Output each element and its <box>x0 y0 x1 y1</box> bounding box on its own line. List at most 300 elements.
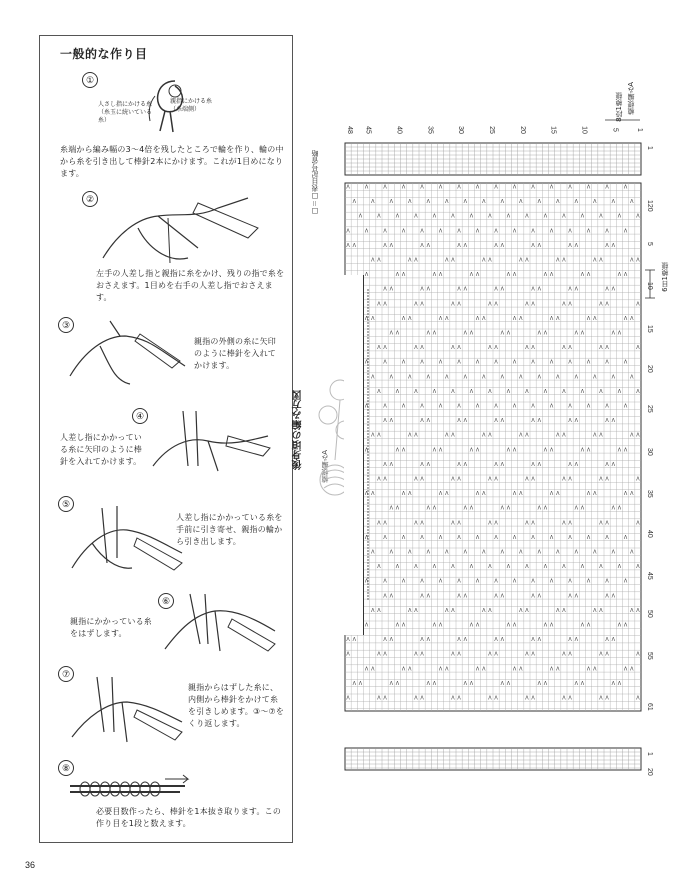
svg-text:Λ: Λ <box>377 345 381 352</box>
svg-text:Λ: Λ <box>457 593 461 600</box>
svg-text:Λ: Λ <box>574 461 578 468</box>
svg-text:Λ: Λ <box>494 593 498 600</box>
svg-text:Λ: Λ <box>506 447 511 454</box>
svg-text:Λ: Λ <box>438 447 443 454</box>
svg-text:Λ: Λ <box>445 315 449 322</box>
svg-text:Λ: Λ <box>549 272 554 279</box>
svg-text:Λ: Λ <box>438 228 443 235</box>
svg-text:Λ: Λ <box>506 272 511 279</box>
svg-text:Λ: Λ <box>371 315 375 322</box>
svg-text:Λ: Λ <box>383 286 387 293</box>
svg-text:Λ: Λ <box>556 199 560 206</box>
svg-text:Λ: Λ <box>377 476 381 483</box>
svg-text:Λ: Λ <box>420 637 424 644</box>
svg-text:Λ: Λ <box>519 315 523 322</box>
svg-text:Λ: Λ <box>401 666 406 673</box>
svg-text:Λ: Λ <box>414 432 418 439</box>
svg-text:Λ: Λ <box>414 651 418 658</box>
svg-text:Λ: Λ <box>420 534 424 541</box>
svg-text:Λ: Λ <box>494 242 498 249</box>
svg-text:Λ: Λ <box>537 461 541 468</box>
svg-text:Λ: Λ <box>512 447 517 454</box>
svg-text:Λ: Λ <box>488 564 492 571</box>
svg-text:Λ: Λ <box>420 345 424 352</box>
svg-text:Λ: Λ <box>562 520 566 527</box>
svg-text:Λ: Λ <box>377 257 381 264</box>
svg-text:Λ: Λ <box>408 666 412 673</box>
svg-text:Λ: Λ <box>636 345 640 352</box>
svg-text:Λ: Λ <box>556 491 560 498</box>
svg-text:Λ: Λ <box>494 359 498 366</box>
svg-text:Λ: Λ <box>408 374 412 381</box>
column-number: 15 <box>549 126 557 134</box>
svg-text:Λ: Λ <box>420 695 424 702</box>
svg-text:Λ: Λ <box>494 520 498 527</box>
svg-text:Λ: Λ <box>574 549 578 556</box>
column-number: 40 <box>395 126 403 134</box>
svg-text:Λ: Λ <box>401 359 406 366</box>
svg-text:Λ: Λ <box>457 242 461 249</box>
svg-text:Λ: Λ <box>531 228 535 235</box>
svg-text:Λ: Λ <box>605 578 609 585</box>
svg-text:Λ: Λ <box>475 578 480 585</box>
svg-text:Λ: Λ <box>574 199 578 206</box>
column-number: 5 <box>611 128 619 132</box>
svg-text:Λ: Λ <box>531 461 535 468</box>
svg-text:Λ: Λ <box>525 432 529 439</box>
svg-text:Λ: Λ <box>562 432 566 439</box>
svg-text:Λ: Λ <box>580 505 585 512</box>
svg-text:Λ: Λ <box>426 374 430 381</box>
row-number: 1 <box>646 146 653 150</box>
svg-text:Λ: Λ <box>469 505 474 512</box>
svg-text:Λ: Λ <box>580 388 585 395</box>
step-number-5: ⑤ <box>58 496 74 512</box>
svg-text:Λ: Λ <box>531 578 535 585</box>
svg-text:Λ: Λ <box>549 315 554 322</box>
svg-text:Λ: Λ <box>389 461 393 468</box>
svg-text:Λ: Λ <box>531 301 535 308</box>
svg-text:Λ: Λ <box>457 418 461 425</box>
svg-text:Λ: Λ <box>562 301 566 308</box>
svg-text:Λ: Λ <box>574 286 578 293</box>
svg-text:Λ: Λ <box>611 461 615 468</box>
repeat-rows-label: 8段1模様 <box>615 92 623 122</box>
svg-text:Λ: Λ <box>586 359 591 366</box>
svg-text:Λ: Λ <box>580 213 585 220</box>
svg-text:Λ: Λ <box>457 520 461 527</box>
svg-text:Λ: Λ <box>494 286 498 293</box>
svg-text:Λ: Λ <box>457 359 461 366</box>
svg-text:Λ: Λ <box>562 651 566 658</box>
svg-text:Λ: Λ <box>636 213 640 220</box>
row-number: 50 <box>646 610 653 618</box>
svg-text:Λ: Λ <box>568 286 572 293</box>
svg-text:Λ: Λ <box>556 374 560 381</box>
svg-text:Λ: Λ <box>475 403 480 410</box>
svg-text:Λ: Λ <box>537 505 541 512</box>
column-number: 20 <box>518 126 526 134</box>
svg-text:Λ: Λ <box>519 432 523 439</box>
svg-text:Λ: Λ <box>401 491 406 498</box>
svg-text:Λ: Λ <box>383 418 387 425</box>
svg-text:Λ: Λ <box>371 607 375 614</box>
svg-text:Λ: Λ <box>531 520 535 527</box>
svg-text:Λ: Λ <box>605 345 609 352</box>
svg-text:Λ: Λ <box>580 447 585 454</box>
svg-text:Λ: Λ <box>568 534 572 541</box>
svg-text:Λ: Λ <box>593 315 597 322</box>
svg-text:Λ: Λ <box>432 213 437 220</box>
svg-text:Λ: Λ <box>463 286 467 293</box>
svg-text:Λ: Λ <box>623 534 628 541</box>
svg-text:Λ: Λ <box>475 184 480 191</box>
svg-text:Λ: Λ <box>445 432 449 439</box>
svg-text:Λ: Λ <box>377 607 381 614</box>
svg-text:Λ: Λ <box>586 534 591 541</box>
svg-text:Λ: Λ <box>438 315 443 322</box>
svg-text:Λ: Λ <box>469 564 474 571</box>
svg-text:Λ: Λ <box>482 432 486 439</box>
svg-text:Λ: Λ <box>457 403 461 410</box>
svg-text:Λ: Λ <box>488 213 492 220</box>
svg-text:Λ: Λ <box>475 359 480 366</box>
svg-text:Λ: Λ <box>364 228 369 235</box>
svg-text:Λ: Λ <box>599 520 603 527</box>
svg-text:Λ: Λ <box>630 199 634 206</box>
svg-text:Λ: Λ <box>383 345 387 352</box>
svg-text:Λ: Λ <box>432 622 437 629</box>
step-2-text: 左手の人差し指と親指に糸をかけ、残りの指で糸をおさえます。1目めを右手の人差し指でおさえます。 <box>96 269 285 302</box>
svg-text:Λ: Λ <box>500 286 504 293</box>
row-number: 40 <box>646 530 653 538</box>
svg-text:Λ: Λ <box>500 461 504 468</box>
svg-text:Λ: Λ <box>574 418 578 425</box>
svg-text:Λ: Λ <box>389 199 393 206</box>
svg-text:Λ: Λ <box>451 388 455 395</box>
svg-text:Λ: Λ <box>531 286 535 293</box>
svg-text:Λ: Λ <box>556 257 560 264</box>
svg-text:Λ: Λ <box>636 520 640 527</box>
svg-text:Λ: Λ <box>408 549 412 556</box>
svg-text:Λ: Λ <box>568 695 572 702</box>
svg-text:Λ: Λ <box>414 345 418 352</box>
svg-text:Λ: Λ <box>494 184 498 191</box>
svg-text:Λ: Λ <box>414 607 418 614</box>
svg-text:Λ: Λ <box>543 564 548 571</box>
svg-text:Λ: Λ <box>475 272 480 279</box>
svg-text:Λ: Λ <box>531 695 535 702</box>
svg-text:Λ: Λ <box>383 637 387 644</box>
svg-text:Λ: Λ <box>556 432 560 439</box>
svg-text:Λ: Λ <box>580 272 585 279</box>
svg-text:Λ: Λ <box>531 359 535 366</box>
svg-text:Λ: Λ <box>531 476 535 483</box>
svg-text:Λ: Λ <box>463 637 467 644</box>
svg-text:Λ: Λ <box>593 199 597 206</box>
svg-text:Λ: Λ <box>438 403 443 410</box>
svg-text:Λ: Λ <box>617 388 622 395</box>
row-number: 25 <box>646 405 653 413</box>
svg-text:Λ: Λ <box>364 578 369 585</box>
svg-text:Λ: Λ <box>537 637 541 644</box>
svg-text:Λ: Λ <box>512 359 517 366</box>
svg-text:Λ: Λ <box>562 607 566 614</box>
svg-text:Λ: Λ <box>426 680 430 687</box>
svg-text:Λ: Λ <box>574 242 578 249</box>
svg-text:Λ: Λ <box>636 432 640 439</box>
svg-text:Λ: Λ <box>420 520 424 527</box>
svg-text:Λ: Λ <box>512 272 517 279</box>
svg-text:Λ: Λ <box>469 330 474 337</box>
svg-text:Λ: Λ <box>389 374 393 381</box>
svg-text:Λ: Λ <box>543 505 548 512</box>
svg-text:Λ: Λ <box>623 622 628 629</box>
svg-text:Λ: Λ <box>586 403 591 410</box>
svg-text:Λ: Λ <box>537 549 541 556</box>
svg-text:Λ: Λ <box>580 564 585 571</box>
svg-text:Λ: Λ <box>636 476 640 483</box>
svg-text:Λ: Λ <box>389 242 393 249</box>
svg-text:Λ: Λ <box>623 228 628 235</box>
svg-text:Λ: Λ <box>475 534 480 541</box>
row-number: 30 <box>646 448 653 456</box>
svg-text:Λ: Λ <box>401 622 406 629</box>
svg-text:Λ: Λ <box>494 578 498 585</box>
svg-text:Λ: Λ <box>494 651 498 658</box>
svg-text:Λ: Λ <box>463 330 467 337</box>
svg-text:Λ: Λ <box>531 534 535 541</box>
svg-text:Λ: Λ <box>636 607 640 614</box>
svg-text:Λ: Λ <box>593 257 597 264</box>
svg-text:Λ: Λ <box>506 330 511 337</box>
svg-text:Λ: Λ <box>383 403 387 410</box>
svg-text:Λ: Λ <box>531 184 535 191</box>
svg-text:Λ: Λ <box>623 315 628 322</box>
svg-text:Λ: Λ <box>623 272 628 279</box>
svg-text:Λ: Λ <box>389 286 393 293</box>
svg-text:Λ: Λ <box>438 534 443 541</box>
svg-text:Λ: Λ <box>451 520 455 527</box>
svg-text:Λ: Λ <box>568 461 572 468</box>
row-number: 15 <box>646 325 653 333</box>
svg-text:Λ: Λ <box>525 345 529 352</box>
svg-text:Λ: Λ <box>395 447 400 454</box>
svg-text:Λ: Λ <box>543 622 548 629</box>
svg-text:Λ: Λ <box>531 593 535 600</box>
svg-text:Λ: Λ <box>420 461 424 468</box>
svg-text:Λ: Λ <box>512 491 517 498</box>
svg-text:Λ: Λ <box>586 184 591 191</box>
svg-text:Λ: Λ <box>364 491 369 498</box>
svg-text:Λ: Λ <box>463 199 467 206</box>
svg-text:Λ: Λ <box>438 491 443 498</box>
svg-text:Λ: Λ <box>630 257 634 264</box>
svg-text:Λ: Λ <box>389 593 393 600</box>
svg-text:Λ: Λ <box>586 622 591 629</box>
svg-text:Λ: Λ <box>420 301 424 308</box>
svg-text:Λ: Λ <box>401 447 406 454</box>
svg-text:Λ: Λ <box>463 549 467 556</box>
svg-text:Λ: Λ <box>346 242 350 249</box>
svg-text:Λ: Λ <box>549 228 554 235</box>
svg-text:Λ: Λ <box>383 520 387 527</box>
svg-text:Λ: Λ <box>426 242 430 249</box>
svg-text:Λ: Λ <box>599 607 603 614</box>
svg-text:Λ: Λ <box>469 447 474 454</box>
svg-text:Λ: Λ <box>383 359 387 366</box>
row-number: 61 <box>646 703 653 711</box>
svg-text:Λ: Λ <box>494 461 498 468</box>
row-number: 35 <box>646 490 653 498</box>
svg-text:Λ: Λ <box>500 374 504 381</box>
svg-text:Λ: Λ <box>611 242 615 249</box>
svg-text:Λ: Λ <box>420 578 424 585</box>
svg-text:Λ: Λ <box>537 374 541 381</box>
svg-text:Λ: Λ <box>494 695 498 702</box>
svg-text:Λ: Λ <box>543 388 548 395</box>
panel-title: 一般的な作り目 <box>60 47 148 61</box>
step-8-text: 必要目数作ったら、棒針を1本抜き取ります。この作り目を1段と数えます。 <box>96 807 282 828</box>
svg-text:Λ: Λ <box>383 534 387 541</box>
svg-text:Λ: Λ <box>463 374 467 381</box>
svg-text:Λ: Λ <box>494 301 498 308</box>
svg-text:Λ: Λ <box>636 651 640 658</box>
svg-text:Λ: Λ <box>568 345 572 352</box>
svg-text:Λ: Λ <box>623 359 628 366</box>
svg-text:Λ: Λ <box>525 651 529 658</box>
svg-text:Λ: Λ <box>432 505 437 512</box>
svg-text:Λ: Λ <box>556 549 560 556</box>
svg-text:Λ: Λ <box>531 403 535 410</box>
svg-text:Λ: Λ <box>605 403 609 410</box>
svg-text:Λ: Λ <box>377 213 381 220</box>
svg-text:Λ: Λ <box>568 228 572 235</box>
svg-text:Λ: Λ <box>426 637 430 644</box>
svg-text:Λ: Λ <box>636 301 640 308</box>
svg-text:Λ: Λ <box>574 505 578 512</box>
svg-text:Λ: Λ <box>346 651 350 658</box>
svg-text:Λ: Λ <box>500 593 504 600</box>
svg-text:Λ: Λ <box>488 520 492 527</box>
svg-text:Λ: Λ <box>457 461 461 468</box>
svg-text:Λ: Λ <box>352 680 356 687</box>
svg-text:Λ: Λ <box>451 476 455 483</box>
svg-text:Λ: Λ <box>414 301 418 308</box>
svg-text:Λ: Λ <box>414 476 418 483</box>
svg-text:Λ: Λ <box>364 315 369 322</box>
pattern-label: 模様編みA <box>627 82 635 115</box>
svg-text:Λ: Λ <box>543 213 548 220</box>
svg-text:Λ: Λ <box>364 272 369 279</box>
page-number: 36 <box>25 860 36 870</box>
svg-text:Λ: Λ <box>414 564 418 571</box>
svg-text:Λ: Λ <box>420 184 424 191</box>
svg-text:Λ: Λ <box>562 388 566 395</box>
svg-text:Λ: Λ <box>383 184 387 191</box>
step-number-6: ⑥ <box>158 593 174 609</box>
svg-text:Λ: Λ <box>445 374 449 381</box>
svg-text:Λ: Λ <box>371 491 375 498</box>
svg-text:Λ: Λ <box>611 330 615 337</box>
svg-text:Λ: Λ <box>568 418 572 425</box>
svg-text:Λ: Λ <box>457 651 461 658</box>
svg-text:Λ: Λ <box>506 564 511 571</box>
svg-text:Λ: Λ <box>593 666 597 673</box>
svg-text:Λ: Λ <box>531 418 535 425</box>
svg-text:Λ: Λ <box>346 637 350 644</box>
svg-text:Λ: Λ <box>494 637 498 644</box>
svg-text:Λ: Λ <box>599 257 603 264</box>
svg-text:Λ: Λ <box>488 257 492 264</box>
svg-text:Λ: Λ <box>617 564 622 571</box>
svg-text:Λ: Λ <box>482 257 486 264</box>
svg-text:Λ: Λ <box>500 418 504 425</box>
svg-text:Λ: Λ <box>389 505 393 512</box>
svg-text:Λ: Λ <box>580 330 585 337</box>
svg-text:Λ: Λ <box>519 374 523 381</box>
svg-text:Λ: Λ <box>395 505 400 512</box>
step-number-7: ⑦ <box>58 666 74 682</box>
svg-text:Λ: Λ <box>395 564 400 571</box>
svg-text:Λ: Λ <box>364 447 369 454</box>
svg-text:Λ: Λ <box>549 403 554 410</box>
svg-text:Λ: Λ <box>611 505 615 512</box>
svg-text:Λ: Λ <box>512 578 517 585</box>
chart-legend: □＝□表目記号省略 <box>311 150 319 215</box>
row-number: 55 <box>646 652 653 660</box>
svg-text:Λ: Λ <box>364 359 369 366</box>
svg-text:Λ: Λ <box>463 505 467 512</box>
svg-text:Λ: Λ <box>445 666 449 673</box>
svg-text:Λ: Λ <box>568 578 572 585</box>
svg-text:Λ: Λ <box>525 388 529 395</box>
svg-text:Λ: Λ <box>438 666 443 673</box>
svg-text:Λ: Λ <box>445 491 449 498</box>
svg-text:Λ: Λ <box>605 286 609 293</box>
step-number-3: ③ <box>58 317 74 333</box>
svg-text:Λ: Λ <box>599 301 603 308</box>
svg-text:Λ: Λ <box>636 257 640 264</box>
svg-text:Λ: Λ <box>506 680 511 687</box>
svg-text:Λ: Λ <box>574 680 578 687</box>
svg-text:Λ: Λ <box>519 199 523 206</box>
svg-text:Λ: Λ <box>408 491 412 498</box>
svg-text:Λ: Λ <box>432 330 437 337</box>
svg-text:Λ: Λ <box>383 476 387 483</box>
svg-text:Λ: Λ <box>531 242 535 249</box>
svg-text:Λ: Λ <box>488 607 492 614</box>
step-3-text: 親指の外側の糸に矢印のように棒針を入れてかけます。 <box>194 337 276 370</box>
step-6-text: 親指にかかっている糸をはずします。 <box>70 617 152 638</box>
svg-text:Λ: Λ <box>346 695 350 702</box>
row-number: 10 <box>646 282 653 290</box>
svg-text:Λ: Λ <box>475 622 480 629</box>
svg-text:Λ: Λ <box>482 199 486 206</box>
svg-text:Λ: Λ <box>630 374 634 381</box>
svg-text:Λ: Λ <box>451 213 455 220</box>
svg-text:Λ: Λ <box>475 315 480 322</box>
svg-text:Λ: Λ <box>611 593 615 600</box>
svg-text:Λ: Λ <box>457 534 461 541</box>
svg-text:Λ: Λ <box>383 228 387 235</box>
svg-text:Λ: Λ <box>531 637 535 644</box>
svg-text:Λ: Λ <box>408 257 412 264</box>
svg-text:Λ: Λ <box>377 432 381 439</box>
svg-text:Λ: Λ <box>599 695 603 702</box>
svg-text:Λ: Λ <box>611 549 615 556</box>
svg-text:Λ: Λ <box>599 476 603 483</box>
